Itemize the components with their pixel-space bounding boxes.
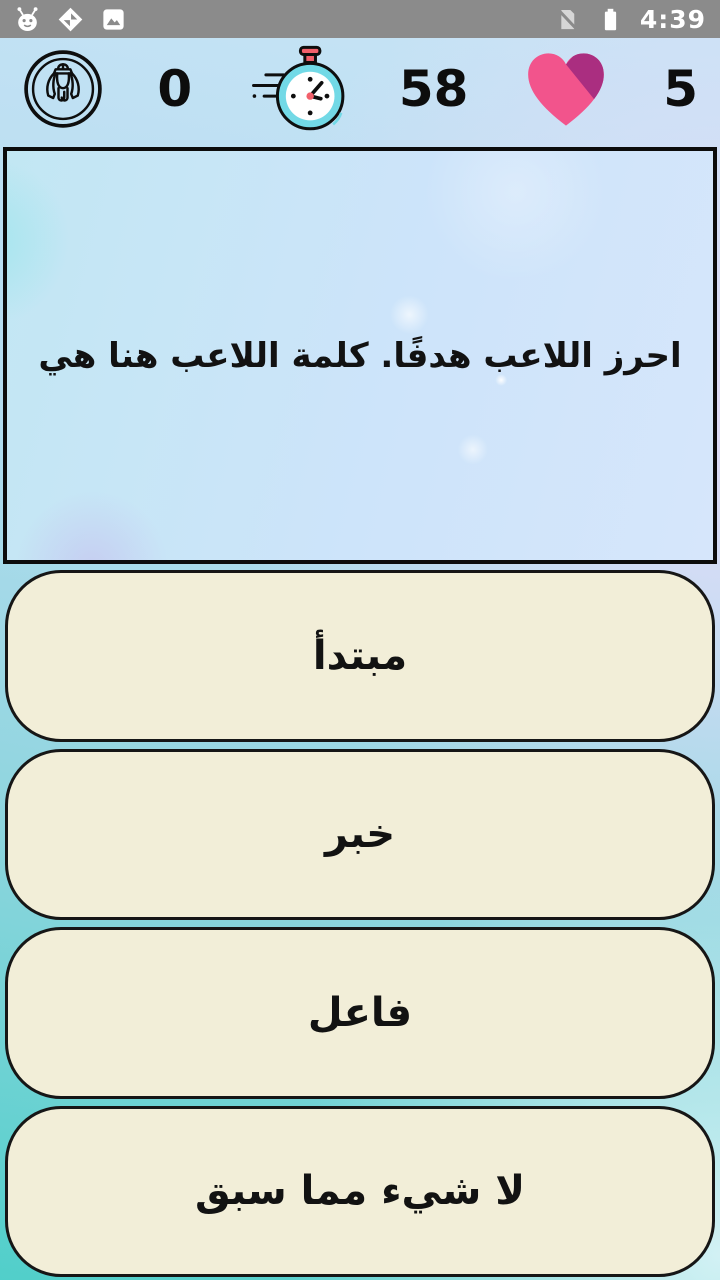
clock: 4:39: [639, 4, 706, 34]
status-bar-right: [554, 5, 706, 34]
status-bar: [0, 0, 720, 38]
timer-value: 58: [398, 60, 469, 118]
answer-option-1[interactable]: مبتدأ: [5, 570, 715, 742]
answer-option-4[interactable]: لا شيء مما سبق: [5, 1106, 715, 1278]
gallery-icon: [100, 6, 127, 33]
bug-icon: [14, 6, 41, 33]
answer-option-3[interactable]: فاعل: [5, 927, 715, 1099]
gem-icon: [57, 6, 84, 33]
heart-icon: [522, 49, 610, 130]
answer-option-2[interactable]: خبر: [5, 749, 715, 921]
answers-list: [0, 564, 720, 1280]
status-bar-left: [14, 6, 127, 33]
stopwatch-icon: [246, 43, 346, 135]
score-value: 0: [157, 60, 193, 118]
hud-bar: [0, 38, 720, 140]
lives-value: 5: [663, 60, 698, 118]
no-sim-icon: [554, 6, 581, 33]
battery-icon: [597, 6, 624, 33]
pharaoh-badge-icon: [22, 48, 104, 130]
question-text: احرز اللاعب هدفًا. كلمة اللاعب هنا هي: [38, 335, 682, 376]
question-card: [3, 147, 717, 564]
